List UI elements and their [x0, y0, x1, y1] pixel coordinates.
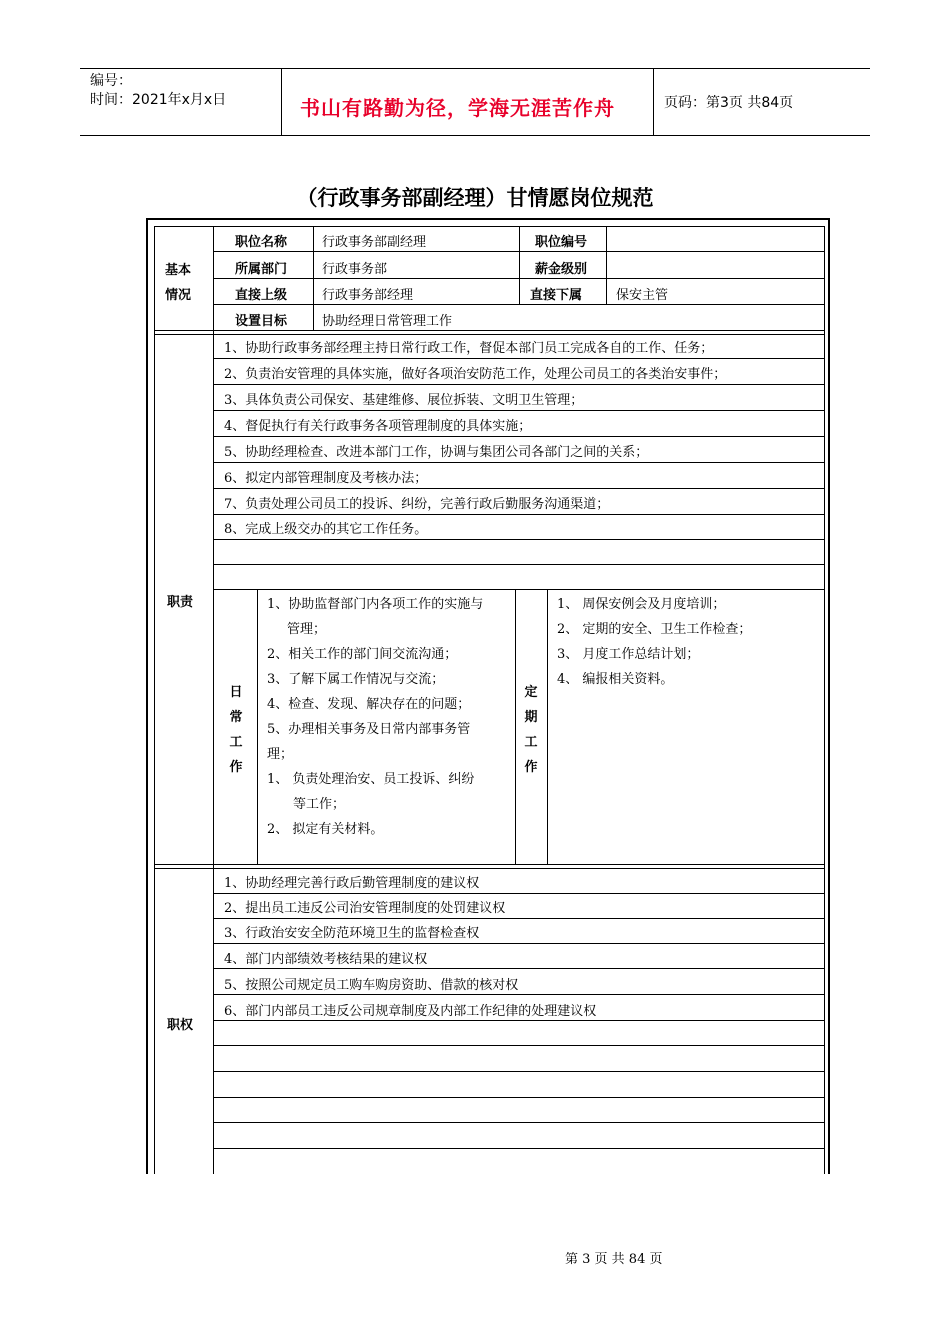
duties-section-label: 职责 [167, 595, 194, 610]
daily-line: 5、办理相关事务及日常内部事务管 [267, 722, 471, 737]
basic-section-bottom [154, 330, 824, 331]
duty-item: 1、协助行政事务部经理主持日常行政工作，督促本部门员工完成各自的工作、任务； [224, 341, 714, 356]
authority-row-line [213, 1122, 824, 1123]
periodic-line: 3、 月度工作总结计划； [557, 647, 700, 662]
salary-label: 薪金级别 [535, 262, 588, 277]
daily-label-char: 工 [229, 735, 243, 750]
department-value: 行政事务部 [322, 262, 388, 277]
duty-item: 8、完成上级交办的其它工作任务。 [224, 522, 428, 537]
duty-item: 7、负责处理公司员工的投诉、纠纷，完善行政后勤服务沟通渠道； [224, 497, 610, 512]
periodic-line: 4、 编报相关资料。 [557, 672, 674, 687]
header-top-rule [80, 68, 870, 69]
header-divider-left [281, 68, 282, 136]
duty-row-line [213, 488, 824, 489]
table-inner-top [154, 226, 824, 227]
header-motto: 书山有路勤为径，学海无涯苦作舟 [300, 96, 615, 120]
authority-row-line [213, 943, 824, 944]
basic-col-line [519, 226, 520, 304]
basic-col-line [606, 226, 607, 304]
daily-label-char: 作 [229, 760, 243, 775]
header-bottom-rule [80, 135, 870, 136]
authority-row-line [213, 918, 824, 919]
periodic-line: 2、 定期的安全、卫生工作检查； [557, 622, 752, 637]
authority-row-line [213, 1020, 824, 1021]
authority-row-line [213, 1097, 824, 1098]
duty-row-line [213, 410, 824, 411]
periodic-label-char: 工 [524, 735, 538, 750]
daily-line: 管理； [287, 622, 327, 637]
subordinate-label: 直接下属 [530, 288, 583, 303]
header-time-label: 时间：2021年x月x日 [90, 92, 227, 108]
daily-periodic-divider [515, 589, 516, 865]
periodic-line: 1、 周保安例会及月度培训； [557, 597, 726, 612]
periodic-label-char: 定 [524, 685, 538, 700]
duty-row-line [213, 539, 824, 540]
daily-line: 4、检查、发现、解决存在的问题； [267, 697, 471, 712]
duty-item: 2、负责治安管理的具体实施，做好各项治安防范工作，处理公司员工的各类治安事件； [224, 367, 727, 382]
duty-row-line [213, 384, 824, 385]
authority-row-line [213, 1071, 824, 1072]
position-name-value: 行政事务部副经理 [322, 235, 427, 250]
periodic-label-char: 期 [524, 710, 538, 725]
periodic-label-char: 作 [524, 760, 538, 775]
superior-value: 行政事务部经理 [322, 288, 414, 303]
daily-label-divider [257, 589, 258, 865]
table-inner-left [154, 226, 155, 1174]
duty-row-line [213, 462, 824, 463]
authority-row-line [213, 893, 824, 894]
authority-item: 5、按照公司规定员工购车购房资助、借款的核对权 [224, 978, 519, 993]
duty-row-line [213, 436, 824, 437]
periodic-label-divider [547, 589, 548, 865]
header-divider-right [653, 68, 654, 136]
label-column-divider [213, 226, 214, 1174]
basic-col-line [313, 226, 314, 330]
daily-work-label [226, 680, 246, 780]
duty-item: 3、具体负责公司保安、基建维修、展位拆装、文明卫生管理； [224, 393, 584, 408]
authority-row-line [213, 994, 824, 995]
daily-line: 1、 负责处理治安、员工投诉、纠纷 [267, 772, 475, 787]
daily-line: 理； [267, 747, 294, 762]
duties-section-bottom-double [154, 868, 824, 869]
duty-item: 5、协助经理检查、改进本部门工作，协调与集团公司各部门之间的关系； [224, 445, 649, 460]
daily-line: 2、 拟定有关材料。 [267, 822, 384, 837]
position-name-label: 职位名称 [235, 235, 288, 250]
header-number-label: 编号： [90, 73, 132, 89]
authority-item: 2、提出员工违反公司治安管理制度的处罚建议权 [224, 901, 506, 916]
goal-label: 设置目标 [235, 314, 288, 329]
footer-page-number: 第 3 页 共 84 页 [565, 1252, 663, 1267]
duty-row-line [213, 564, 824, 565]
authority-item: 6、部门内部员工违反公司规章制度及内部工作纪律的处理建议权 [224, 1004, 597, 1019]
authority-row-line [213, 1148, 824, 1149]
basic-row-line [213, 304, 824, 305]
daily-label-char: 常 [229, 710, 243, 725]
periodic-work-label [521, 680, 541, 780]
authority-row-line [213, 1045, 824, 1046]
subordinate-value: 保安主管 [616, 288, 669, 303]
authority-item: 3、行政治安安全防范环境卫生的监督检查权 [224, 926, 480, 941]
daily-label-char: 日 [229, 685, 243, 700]
daily-line: 1、协助监督部门内各项工作的实施与 [267, 597, 484, 612]
authority-item: 1、协助经理完善行政后勤管理制度的建议权 [224, 876, 480, 891]
table-top-border [146, 218, 830, 220]
basic-section-label-2: 情况 [165, 288, 192, 303]
basic-section-bottom-double [154, 334, 824, 335]
daily-line: 2、相关工作的部门间交流沟通； [267, 647, 458, 662]
table-left-border [146, 218, 148, 1174]
duty-item: 6、拟定内部管理制度及考核办法； [224, 471, 428, 486]
daily-work-list [267, 592, 483, 842]
authority-row-line [213, 968, 824, 969]
position-code-label: 职位编号 [535, 235, 588, 250]
daily-line: 等工作； [293, 797, 346, 812]
header-page-info: 页码：第3页 共84页 [664, 95, 794, 111]
duty-row-line [213, 358, 824, 359]
table-right-border [828, 218, 830, 1174]
duty-row-line [213, 514, 824, 515]
periodic-work-list [557, 592, 751, 692]
duty-row-line [213, 589, 824, 590]
goal-value: 协助经理日常管理工作 [322, 314, 453, 329]
basic-section-label-1: 基本 [165, 263, 192, 278]
daily-line: 3、了解下属工作情况与交流； [267, 672, 445, 687]
duty-item: 4、督促执行有关行政事务各项管理制度的具体实施； [224, 419, 532, 434]
department-label: 所属部门 [235, 262, 288, 277]
document-title: （行政事务部副经理）甘情愿岗位规范 [296, 186, 654, 210]
authority-section-label: 职权 [167, 1018, 194, 1033]
duties-section-bottom [154, 864, 824, 865]
table-inner-right [824, 226, 825, 1174]
superior-label: 直接上级 [235, 288, 288, 303]
authority-item: 4、部门内部绩效考核结果的建议权 [224, 952, 428, 967]
